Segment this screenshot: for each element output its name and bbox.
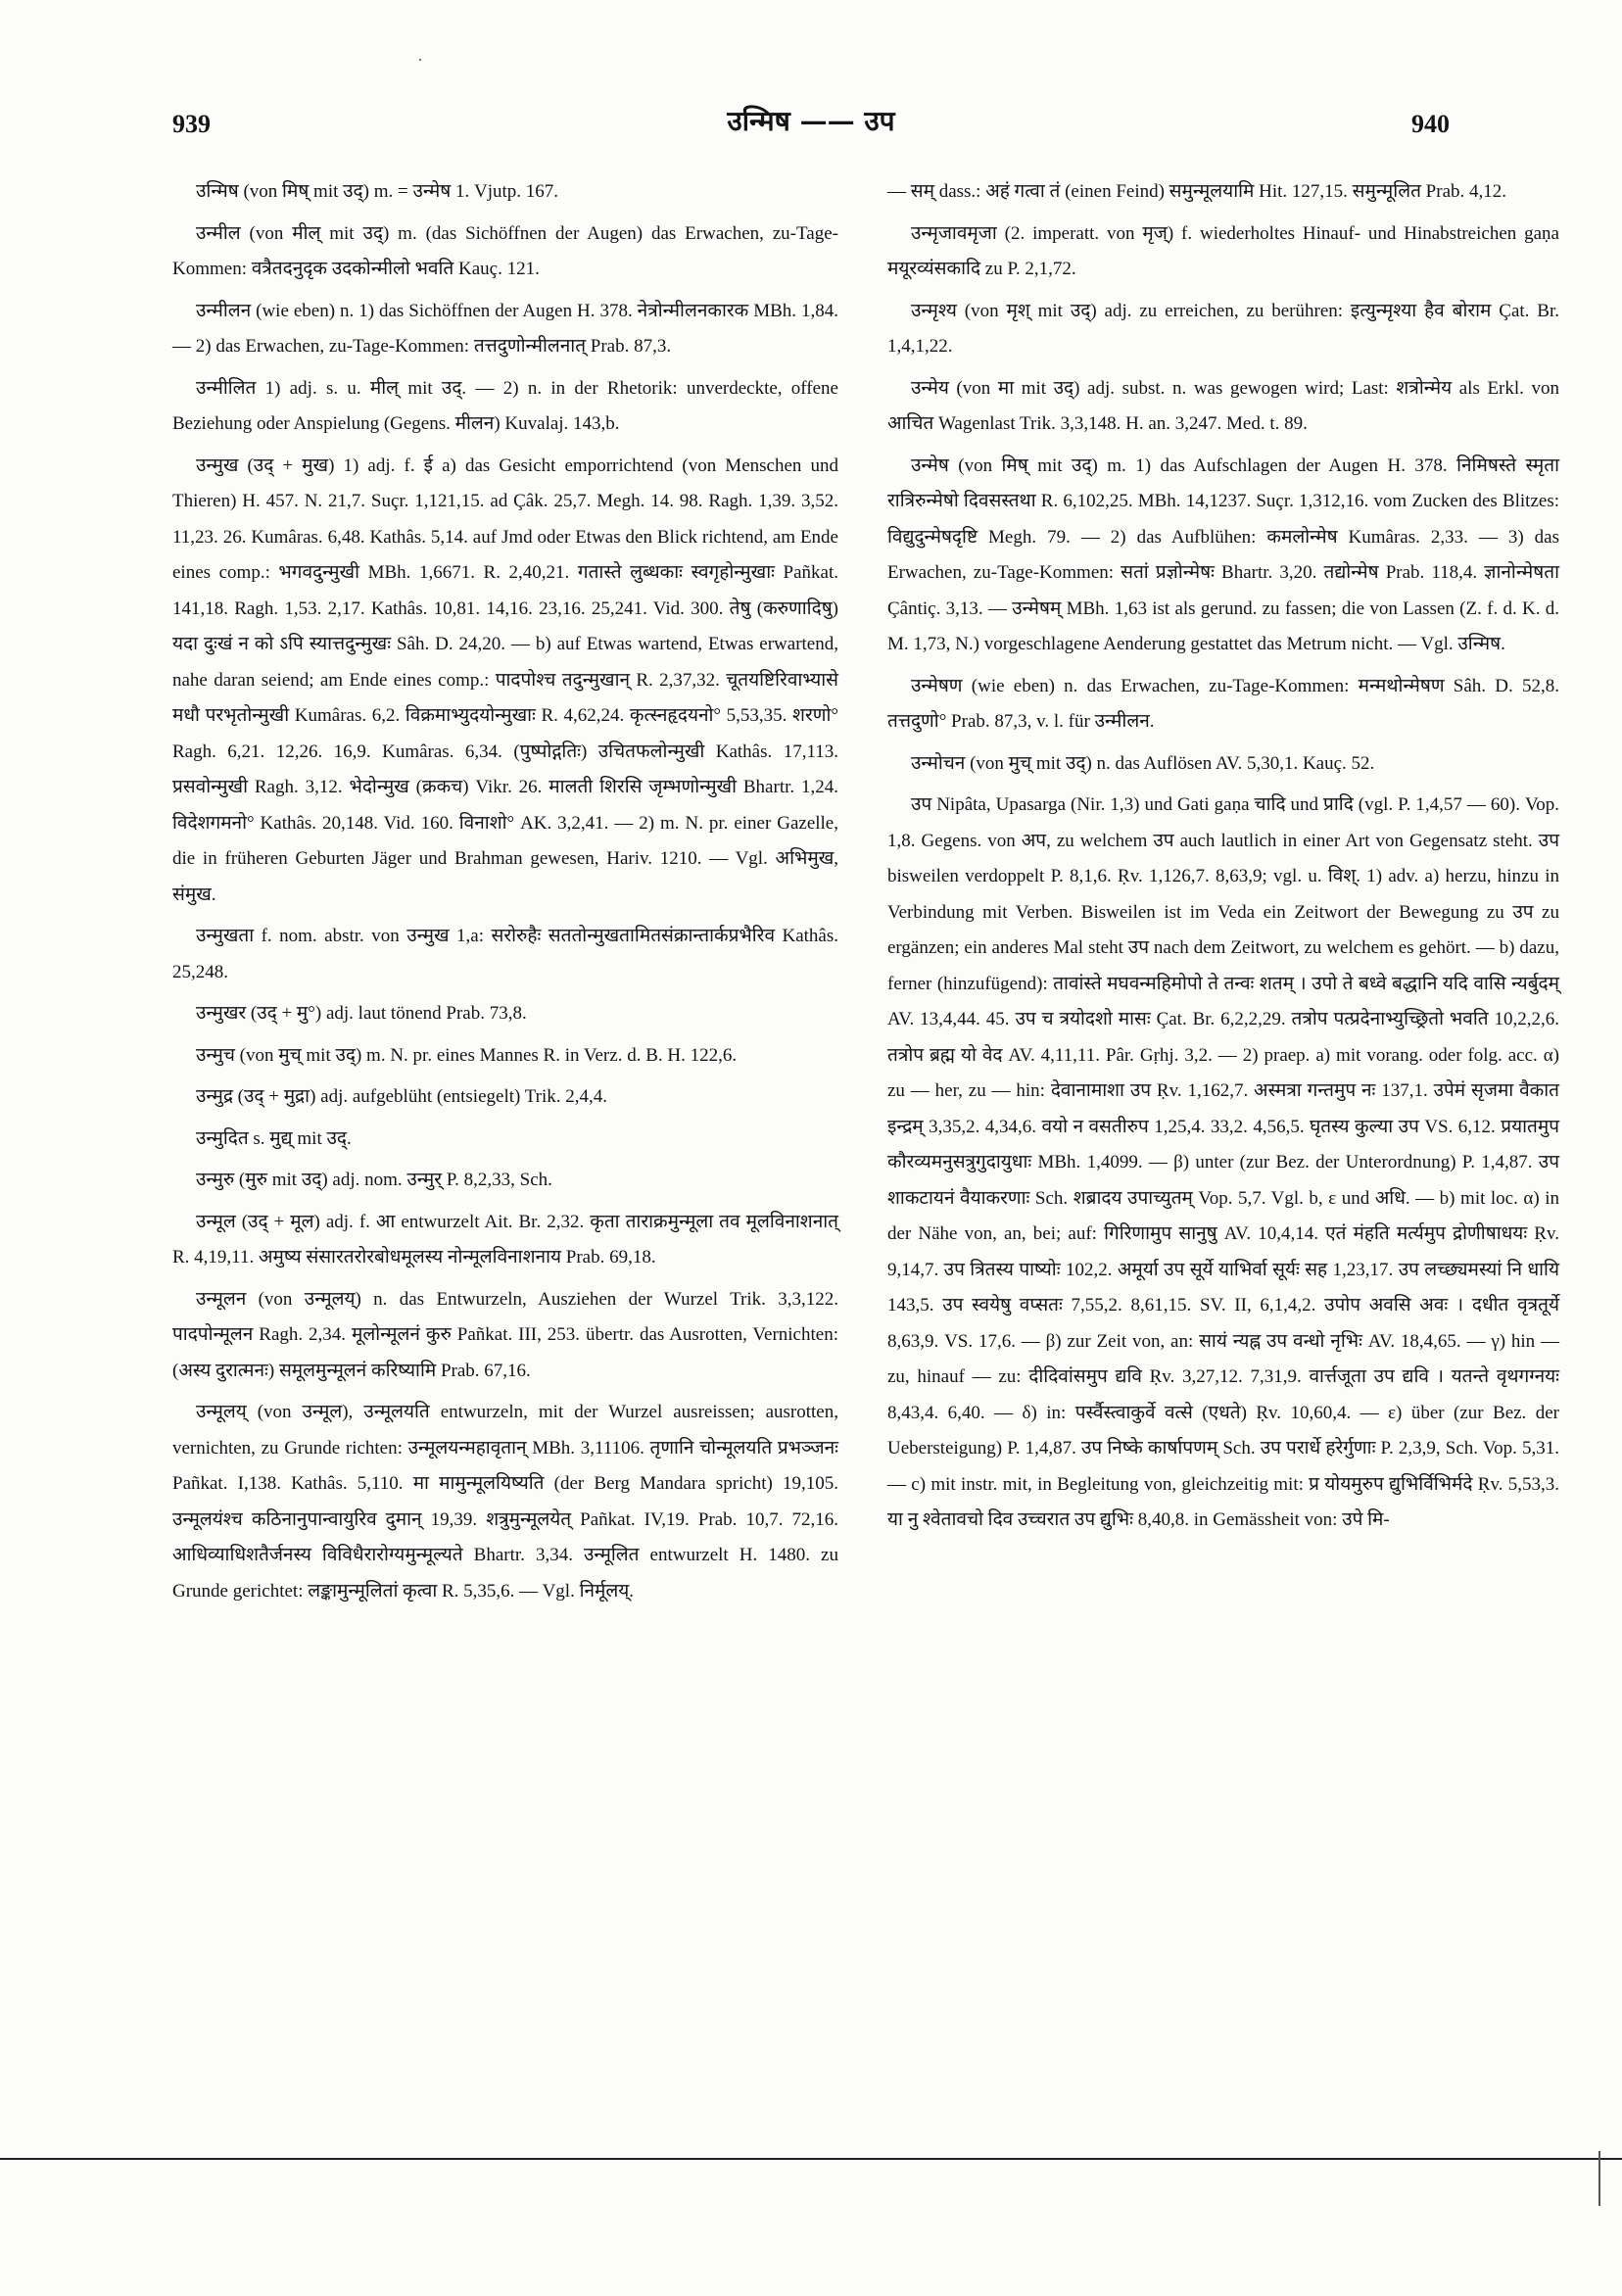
dictionary-entry: उन्मोचन (von मुच् mit उद्) n. das Auflösen AV. 5,30,1. Kauç. 52. bbox=[911, 752, 1375, 774]
scan-edge-mark bbox=[1598, 2151, 1600, 2206]
dictionary-entry: उन्मृजावमृजा (2. imperatt. von मृज्) f. wiederholtes Hinauf- und Hinabstreichen gaṇa मयूरव्यंसकादि zu P. 2,1,72. bbox=[887, 222, 1559, 279]
dictionary-entry: उन्मीलित 1) adj. s. u. मील् mit उद्. — 2) n. in der Rhetorik: unverdeckte, offene Beziehung oder Anspielung (Gegens. मीलन) Kuvalaj. 143,b. bbox=[172, 377, 838, 434]
dictionary-entry: उन्मेय (von मा mit उद्) adj. subst. n. was gewogen wird; Last: शत्रोन्मेय als Erkl. von आचित Wagenlast Trik. 3,3,148. H. an. 3,247. Med. t. 89. bbox=[887, 377, 1559, 434]
dictionary-entry: उप Nipâta, Upasarga (Nir. 1,3) und Gati gaṇa चादि und प्रादि (vgl. P. 1,4,57 — 60). Vop. 1,8. Gegens. von अप, zu welchem उप auch lautlich in einer Art von Gegensatz steht. उप bisweilen verdoppelt P. 8,1,6. Ṛv. 1,126,7. 8,63,9; vgl. u. विश्. 1) adv. a) herzu, hinzu in Verbindung mit Verben. Bisweilen ist im Veda ein Zeitwort der Bewegung zu उप zu ergänzen; ein anderes Mal steht उप nach dem Zeitwort, zu welchem es gehört. — b) dazu, ferner (hinzufügend): तावांस्ते मघवन्महिमोपो ते तन्वः शतम् । उपो ते बध्वे बद्धानि यदि वासि न्यर्बुदम् AV. 13,4,44. 45. उप च त्रयोदशो मासः Çat. Br. 6,2,2,29. तत्रोप पत्प्रदेनाभ्युच्छ्रितो भवति 10,2,2,6. तत्रोप ब्रह्म यो वेद AV. 4,11,11. Pâr. Gṛhj. 3,2. — 2) praep. a) mit vorang. oder folg. acc. α) zu — her, zu — hin: देवानामाशा उप Ṛv. 1,162,7. अस्मत्रा गन्तमुप नः 137,1. उपेमं सृजमा वैकात इन्द्रम् 3,35,2. 4,34,6. वयो न वसतीरुप 1,25,4. 33,2. 4,56,5. घृतस्य कुल्या उप VS. 6,12. प्रयातमुप कौरव्यमनुसत्रुगुदायुधाः MBh. 1,4099. — β) unter (zur Bez. der Unterordnung) P. 1,4,87. उप शाकटायनं वैयाकरणाः Sch. शब्रादय उपाच्युतम् Vop. 5,7. Vgl. b, ε und अधि. — b) mit loc. α) in der Nähe von, an, bei; auf: गिरिणामुप सानुषु AV. 10,4,14. एतं मंहति मर्त्यमुप द्रोणीषाधयः Ṛv. 9,14,7. उप त्रितस्य पाष्योः 102,2. अमूर्या उप सूर्ये याभिर्वा सूर्यः सह 1,23,17. उप लच्छ्यमस्यां नि धायि 143,5. उप स्वयेषु वप्सतः 7,55,2. 8,61,15. SV. II, 6,1,4,2. उपोप अवसि अवः । दधीत वृत्रतूर्ये 8,63,9. VS. 17,6. — β) zur Zeit von, an: सायं न्यह्न उप वन्धो नृभिः AV. 18,4,65. — γ) hin — zu, hinauf — zu: दीदिवांसमुप द्यवि Ṛv. 3,27,12. 7,31,9. वार्त्तजूता उप द्यवि । यतन्ते वृथगग्नयः 8,43,4. 6,40. — δ) in: पर्स्वैस्त्वाकुर्वे वत्से (एधते) Ṛv. 10,60,4. — ε) über (zur Bez. der Uebersteigung) P. 1,4,87. उप निष्के कार्षापणम् Sch. उप परार्धे हरेर्गुणाः P. 2,3,9, Sch. Vop. 5,31. — c) mit instr. mit, in Begleitung von, gleichzeitig mit: प्र योयमुरुप द्युभिर्विभिर्मदे Ṛv. 5,53,3. या नु श्वेतावचो दिव उच्चरात उप द्युभिः 8,40,8. in Gemässheit von: उपे मि- bbox=[887, 794, 1559, 1530]
running-head: उन्मिष —— उप bbox=[727, 105, 895, 137]
page-number-left: 939 bbox=[172, 110, 211, 138]
dictionary-entry: उन्मुरु (मुरु mit उद्) adj. nom. उन्मुर् P. 8,2,33, Sch. bbox=[196, 1170, 552, 1190]
dictionary-entry: उन्मुख (उद् + मुख) 1) adj. f. ई a) das Gesicht emporrichtend (von Menschen und Thieren) H. 457. N. 21,7. Suçr. 1,121,15. ad Çâk. 25,7. Megh. 14. 98. Ragh. 1,39. 3,52. 11,23. 26. Kumâras. 6,48. Kathâs. 5,14. auf Jmd oder Etwas den Blick richtend, am Ende eines comp.: भगवदुन्मुखी MBh. 1,6671. R. 2,40,21. गतास्ते लुब्धकाः स्वगृहोन्मुखाः Pañkat. 141,18. Ragh. 1,53. 2,17. Kathâs. 10,81. 14,16. 23,16. 25,241. Vid. 300. तेषु (करुणादिषु) यदा दुःखं न को ऽपि स्यात्तदुन्मुखः Sâh. D. 24,20. — b) auf Etwas wartend, Etwas erwartend, nahe daran seiend; am Ende eines comp.: पादपोश्च तदुन्मुखान् R. 2,37,32. चूतयष्टिरिवाभ्यासे मधौ परभृतोन्मुखी Kumâras. 6,2. विक्रमाभ्युदयोन्मुखाः R. 4,62,24. कृत्स्नहृदयनो° 5,53,35. शरणो° Ragh. 6,21. 12,26. 16,9. Kumâras. 6,34. (पुष्पोद्गतिः) उचितफलोन्मुखी Kathâs. 17,113. प्रसवोन्मुखी Ragh. 3,12. भेदोन्मुख (क्रकच) Vikr. 26. मालती शिरसि जृम्भणोन्मुखी Bhartr. 1,24. विदेशगमनो° Kathâs. 20,148. Vid. 160. विनाशो° AK. 3,2,41. — 2) m. N. pr. einer Gazelle, die in früheren Geburten Jäger und Brahman gewesen, Hariv. 1210. — Vgl. अभिमुख, संमुख. bbox=[172, 454, 838, 905]
dictionary-entry: उन्मूल (उद् + मूल) adj. f. आ entwurzelt Ait. Br. 2,32. कृता ताराक्रमुन्मूला तव मूलविनाशनात् R. 4,19,11. अमुष्य संसारतरोरबोधमूलस्य नोन्मूलविनाशनाय Prab. 69,18. bbox=[172, 1211, 838, 1268]
page-number-right: 940 bbox=[1411, 110, 1450, 138]
left-column bbox=[172, 174, 838, 1615]
dictionary-entry: — सम् dass.: अहं गत्वा तं (einen Feind) समुन्मूलयामि Hit. 127,15. समुन्मूलित Prab. 4,12. bbox=[887, 181, 1507, 202]
bottom-rule bbox=[0, 2158, 1622, 2160]
dictionary-entry: उन्मुदित s. मुद्य् mit उद्. bbox=[196, 1127, 352, 1149]
dictionary-entry: उन्मिष (von मिष् mit उद्) m. = उन्मेष 1. Vjutp. 167. bbox=[196, 181, 559, 202]
dictionary-entry: उन्मीलन (wie eben) n. 1) das Sichöffnen der Augen H. 378. नेत्रोन्मीलनकारक MBh. 1,84. — 2) das Erwachen, zu-Tage-Kommen: तत्तदुणोन्मीलनात् Prab. 87,3. bbox=[172, 300, 838, 357]
dictionary-entry: उन्मूलन (von उन्मूलय्) n. das Entwurzeln, Ausziehen der Wurzel Trik. 3,3,122. पादपोन्मूलन Ragh. 2,34. मूलोन्मूलनं कुरु Pañkat. III, 253. übertr. das Ausrotten, Vernichten: (अस्य दुरात्मनः) समूलमुन्मूलनं करिष्यामि Prab. 67,16. bbox=[172, 1288, 838, 1381]
scan-speck bbox=[419, 59, 421, 61]
dictionary-entry: उन्मुद्र (उद् + मुद्रा) adj. aufgeblüht (entsiegelt) Trik. 2,4,4. bbox=[196, 1086, 608, 1107]
right-column bbox=[887, 174, 1559, 1545]
dictionary-entry: उन्मुखता f. nom. abstr. von उन्मुख 1,a: सरोरुहैः सततोन्मुखतामितसंक्रान्तार्कप्रभैरिव Kathâs. 25,248. bbox=[172, 926, 838, 982]
dictionary-entry: उन्मुच (von मुच् mit उद्) m. N. pr. eines Mannes R. in Verz. d. B. H. 122,6. bbox=[196, 1044, 738, 1066]
dictionary-entry: उन्मेषण (wie eben) n. das Erwachen, zu-Tage-Kommen: मन्मथोन्मेषण Sâh. D. 52,8. तत्तदुणो° Prab. 87,3, v. l. für उन्मीलन. bbox=[887, 675, 1559, 732]
dictionary-entry: उन्मृश्य (von मृश् mit उद्) adj. zu erreichen, zu berühren: इत्युन्मृश्या हैव बोराम Çat. Br. 1,4,1,22. bbox=[887, 300, 1559, 357]
dictionary-entry: उन्मुखर (उद् + मु°) adj. laut tönend Prab. 73,8. bbox=[196, 1003, 527, 1024]
dictionary-entry: उन्मील (von मील् mit उद्) m. (das Sichöffnen der Augen) das Erwachen, zu-Tage-Kommen: वत्रैतदनुदृक उदकोन्मीलो भवति Kauç. 121. bbox=[172, 222, 838, 279]
dictionary-entry: उन्मेष (von मिष् mit उद्) m. 1) das Aufschlagen der Augen H. 378. निमिषस्ते स्मृता रात्रिरुन्मेषो दिवसस्तथा R. 6,102,25. MBh. 14,1237. Suçr. 1,312,16. vom Zucken des Blitzes: विद्युदुन्मेषदृष्टि Megh. 79. — 2) das Aufblühen: कमलोन्मेष Kumâras. 2,33. — 3) das Erwachen, zu-Tage-Kommen: सतां प्रज्ञोन्मेषः Bhartr. 3,20. तद्योन्मेष Prab. 118,4. ज्ञानोन्मेषता Çântiç. 3,13. — उन्मेषम् MBh. 1,63 ist als gerund. zu fassen; die von Lassen (Z. f. d. K. d. M. 1,73, N.) vorgeschlagene Aenderung gestattet das Metrum nicht. — Vgl. उन्मिष. bbox=[887, 454, 1559, 654]
dictionary-entry: उन्मूलय् (von उन्मूल), उन्मूलयति entwurzeln, mit der Wurzel ausreissen; ausrotten, vernichten, zu Grunde richten: उन्मूलयन्महावृतान् MBh. 3,11106. तृणानि चोन्मूलयति प्रभञ्जनः Pañkat. I,138. Kathâs. 5,110. मा मामुन्मूलयिष्यति (der Berg Mandara spricht) 19,105. उन्मूलयंश्च कठिनानुपान्वायुरिव दुमान् 19,39. शत्रुमुन्मूलयेत् Pañkat. IV,19. Prab. 10,7. 72,16. आधिव्याधिशतैर्जनस्य विविधैरारोग्यमुन्मूल्यते Bhartr. 3,34. उन्मूलित entwurzelt H. 1480. zu Grunde gerichtet: लङ्कामुन्मूलितां कृत्वा R. 5,35,6. — Vgl. निर्मूलय्. bbox=[172, 1402, 838, 1602]
